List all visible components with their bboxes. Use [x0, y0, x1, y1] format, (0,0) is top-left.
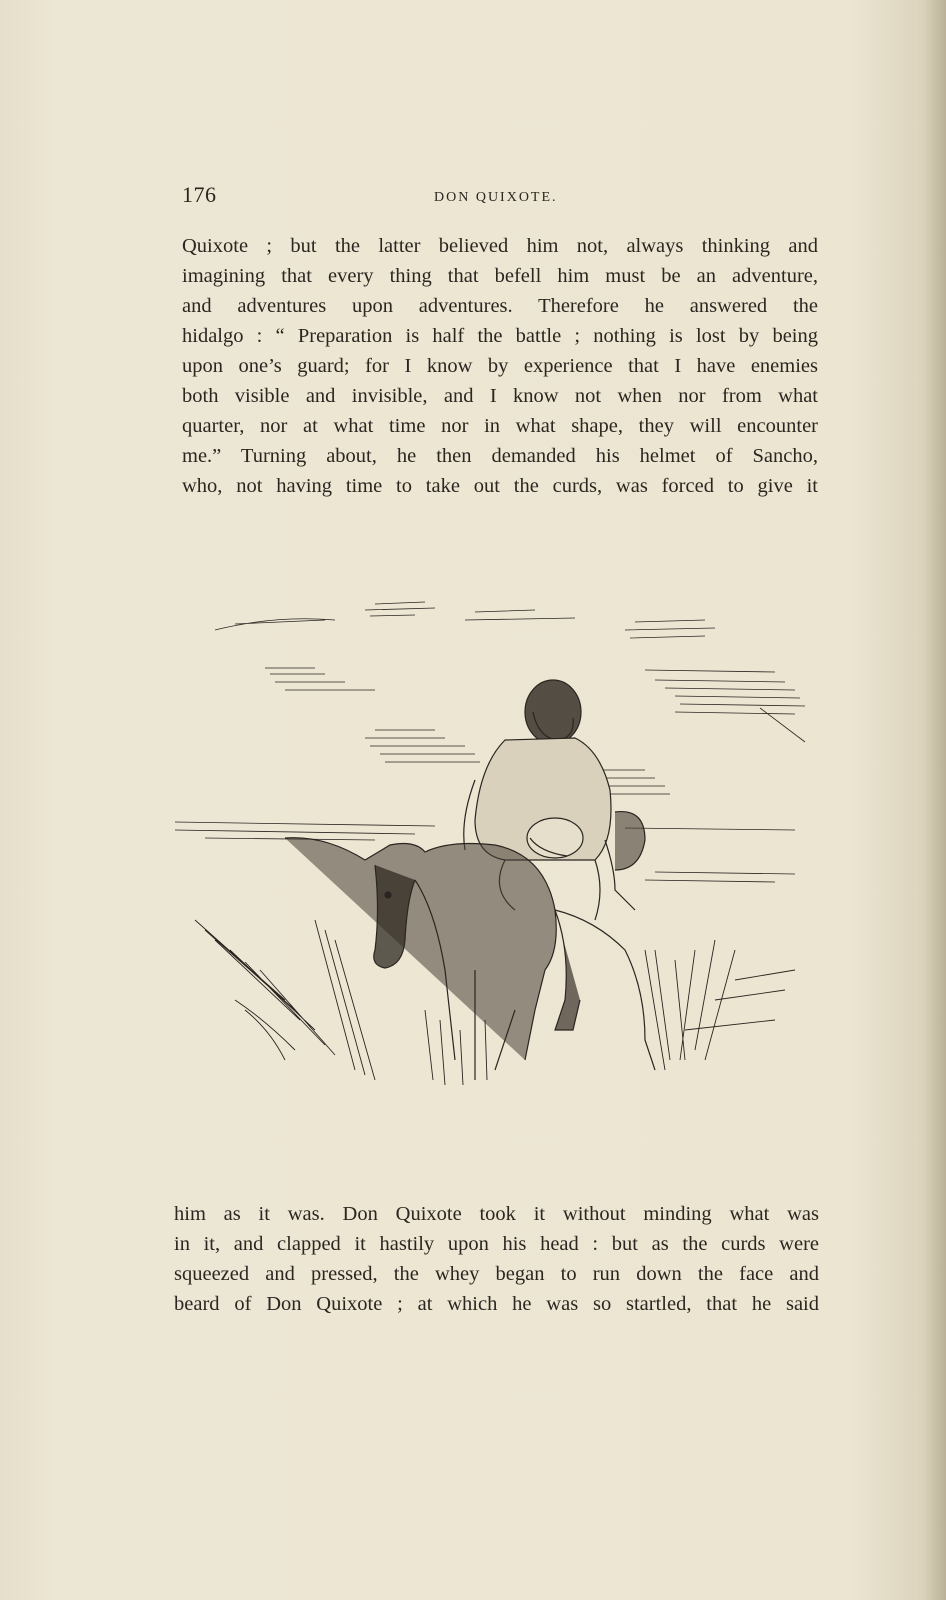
text-line: me.” Turning about, he then demanded his helmet of Sancho,: [182, 445, 818, 467]
illustration-engraving: [175, 590, 825, 1100]
text-line: in it, and clapped it hastily upon his head : but as the curds were: [174, 1233, 819, 1255]
text-line: both visible and invisible, and I know not when nor from what: [182, 385, 818, 407]
text-line: imagining that every thing that befell him must be an adventure,: [182, 265, 818, 287]
text-line: him as it was. Don Quixote took it without minding what was: [174, 1203, 819, 1225]
page-number: 176: [182, 182, 217, 207]
text-line: hidalgo : “ Preparation is half the battle ; nothing is lost by being: [182, 325, 818, 347]
text-line: upon one’s guard; for I know by experience that I have enemies: [182, 355, 818, 377]
text-line: quarter, nor at what time nor in what shape, they will encounter: [182, 415, 818, 437]
text-line: and adventures upon adventures. Therefore he answered the: [182, 295, 818, 317]
text-line: squeezed and pressed, the whey began to run down the face and: [174, 1263, 819, 1285]
text-block-top: [182, 231, 818, 501]
running-head: DON QUIXOTE.: [434, 190, 558, 205]
page-edge-shadow: [924, 0, 946, 1600]
text-line: Quixote ; but the latter believed him not, always thinking and: [182, 235, 818, 257]
sancho-donkey-engraving: [175, 590, 825, 1100]
text-block-bottom: [174, 1199, 819, 1319]
text-line: who, not having time to take out the curds, was forced to give it: [182, 475, 818, 497]
text-line: beard of Don Quixote ; at which he was so startled, that he said: [174, 1293, 819, 1315]
